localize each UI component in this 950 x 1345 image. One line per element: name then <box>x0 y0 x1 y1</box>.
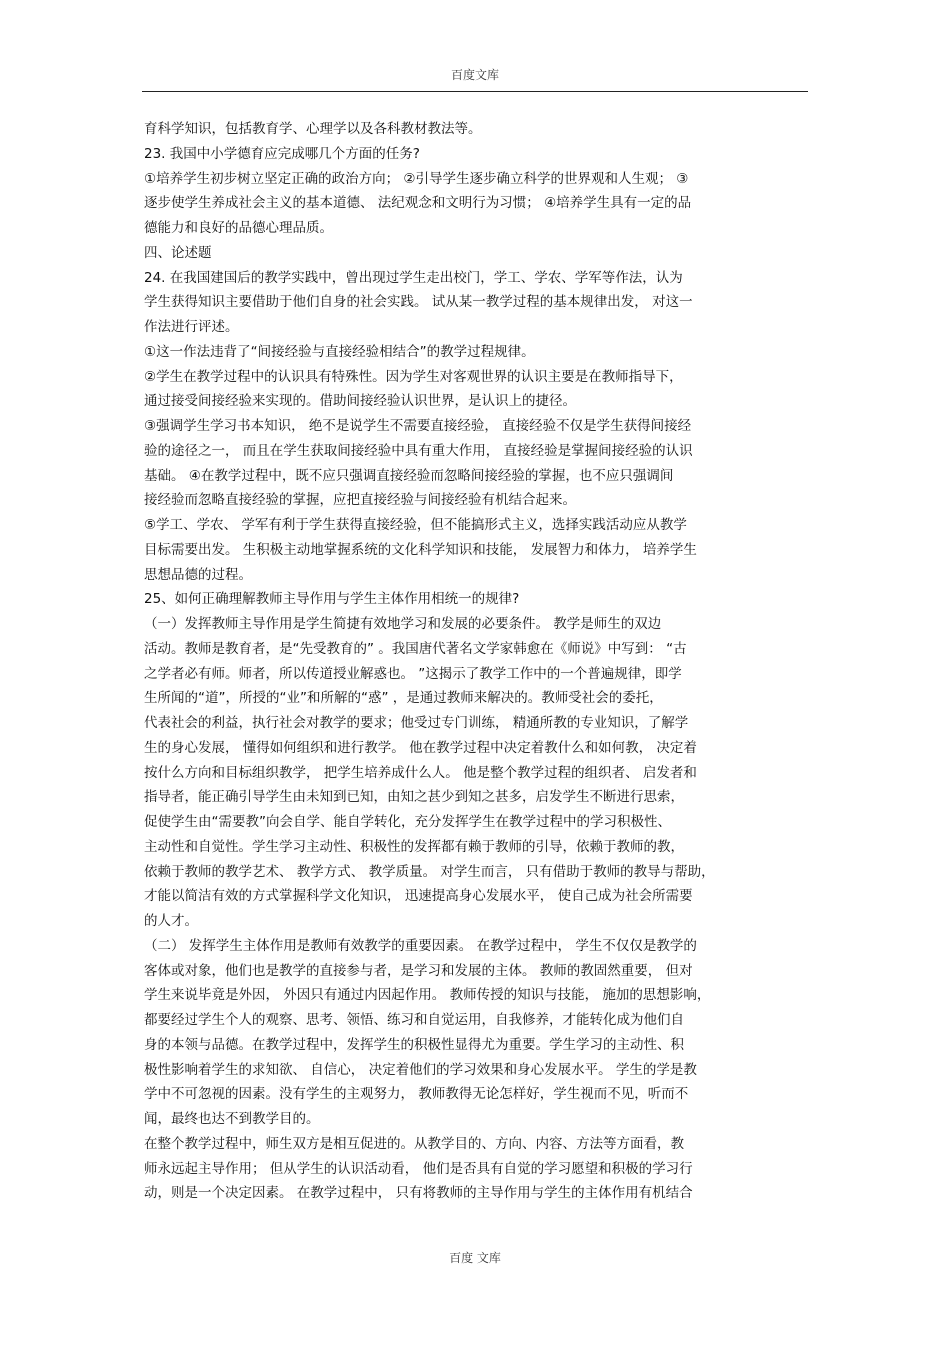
text-line: 通过接受间接经验来实现的。借助间接经验认识世界，是认识上的捷径。 <box>144 393 576 410</box>
text-line: 依赖于教师的教学艺术、 教学方式、 教学质量。 对学生而言， 只有借助于教师的教导与帮助， <box>144 863 715 880</box>
page-footer: 百度 文库 <box>449 1251 501 1265</box>
text-line: 在整个教学过程中，师生双方是相互促进的。从教学目的、方向、内容、方法等方面看，教 <box>144 1135 684 1152</box>
text-line: 师永远起主导作用； 但从学生的认识活动看， 他们是否具有自觉的学习愿望和积极的学习行 <box>144 1160 693 1177</box>
text-line: 25、如何正确理解教师主导作用与学生主体作用相统一的规律? <box>144 591 520 608</box>
text-line: 按什么方向和目标组织教学， 把学生培养成什么人。 他是整个教学过程的组织者、 启发者和 <box>144 764 697 781</box>
text-line: 促使学生由“需要教”向会自学、能自学转化，充分发挥学生在教学过程中的学习积极性、 <box>144 814 671 830</box>
text-line: 德能力和良好的品德心理品质。 <box>144 220 333 236</box>
text-line: 主动性和自觉性。学生学习主动性、积极性的发挥都有赖于教师的引导，依赖于教师的教， <box>144 838 684 855</box>
text-line: 活动。教师是教育者，是“先受教育的” 。我国唐代著名文学家韩愈在《师说》中写到： “古 <box>144 640 687 657</box>
text-line: ②学生在教学过程中的认识具有特殊性。因为学生对客观世界的认识主要是在教师指导下， <box>144 368 683 385</box>
text-line: 生的身心发展， 懂得如何组织和进行教学。 他在教学过程中决定着教什么和如何教， 决定着 <box>144 739 697 756</box>
text-line: 验的途径之一， 而且在学生获取间接经验中具有重大作用， 直接经验是掌握间接经验的认识 <box>144 442 693 459</box>
text-line: 逐步使学生养成社会主义的基本道德、 法纪观念和文明行为习惯； ④培养学生具有一定的品 <box>144 195 692 212</box>
text-line: 指导者，能正确引导学生由未知到已知，由知之甚少到知之甚多，启发学生不断进行思索， <box>144 789 684 806</box>
text-line: 闻，最终也达不到教学目的。 <box>144 1111 320 1127</box>
text-line: 学中不可忽视的因素。没有学生的主观努力， 教师教得无论怎样好，学生视而不见，听而不 <box>144 1086 689 1103</box>
text-line: （二） 发挥学生主体作用是教师有效教学的重要因素。 在教学过程中， 学生不仅仅是教学的 <box>144 937 697 954</box>
text-line: 身的本领与品德。在教学过程中，发挥学生的积极性显得尤为重要。学生学习的主动性、积 <box>144 1036 684 1053</box>
text-line: ①这一作法违背了“间接经验与直接经验相结合”的教学过程规律。 <box>144 343 535 360</box>
document-body <box>144 117 810 1206</box>
text-line: 学生获得知识主要借助于他们自身的社会实践。 试从某一教学过程的基本规律出发， 对这一 <box>144 294 693 311</box>
header-divider <box>142 91 808 92</box>
text-line: 24. 在我国建国后的教学实践中，曾出现过学生走出校门，学工、学农、学军等作法，认为 <box>144 269 683 286</box>
text-line: 之学者必有师。师者，所以传道授业解惑也。 ”这揭示了教学工作中的一个普遍规律，即学 <box>144 665 682 682</box>
text-line: 目标需要出发。 生积极主动地掌握系统的文化科学知识和技能， 发展智力和体力， 培养学生 <box>144 541 697 558</box>
text-line: （一）发挥教师主导作用是学生简捷有效地学习和发展的必要条件。 教学是师生的双边 <box>144 616 662 632</box>
text-line: 育科学知识，包括教育学、心理学以及各科教材教法等。 <box>144 121 482 137</box>
text-line: 极性影响着学生的求知欲、 自信心， 决定着他们的学习效果和身心发展水平。 学生的学是教 <box>144 1061 697 1078</box>
text-line: 学生来说毕竟是外因， 外因只有通过内因起作用。 教师传授的知识与技能， 施加的思想影响， <box>144 987 711 1004</box>
text-line: 四、论述题 <box>144 244 212 261</box>
text-line: 接经验而忽略直接经验的掌握，应把直接经验与间接经验有机结合起来。 <box>144 492 576 509</box>
text-line: ⑤学工、学农、 学军有利于学生获得直接经验，但不能搞形式主义，选择实践活动应从教学 <box>144 517 687 533</box>
text-line: 客体或对象，他们也是教学的直接参与者，是学习和发展的主体。 教师的教固然重要， 但对 <box>144 962 693 979</box>
text-line: 生所闻的“道”，所授的“业”和所解的“惑” ，是通过教师来解决的。教师受社会的委托， <box>144 690 663 707</box>
text-line: 的人才。 <box>144 913 198 929</box>
text-line: 才能以简洁有效的方式掌握科学文化知识， 迅速提高身心发展水平， 使自己成为社会所需要 <box>144 888 693 905</box>
text-line: ①培养学生初步树立坚定正确的政治方向； ②引导学生逐步确立科学的世界观和人生观； ③ <box>144 170 689 187</box>
text-line: 23. 我国中小学德育应完成哪几个方面的任务? <box>144 145 420 162</box>
text-line: 作法进行评述。 <box>144 319 239 335</box>
text-line: 都要经过学生个人的观察、思考、领悟、练习和自觉运用，自我修养，才能转化成为他们自 <box>144 1012 684 1028</box>
text-line: 思想品德的过程。 <box>144 566 252 583</box>
text-line: ③强调学生学习书本知识， 绝不是说学生不需要直接经验， 直接经验不仅是学生获得间接经 <box>144 418 692 434</box>
text-line: 基础。 ④在教学过程中，既不应只强调直接经验而忽略间接经验的掌握，也不应只强调间 <box>144 467 674 484</box>
text-line: 代表社会的利益，执行社会对教学的要求；他受过专门训练， 精通所教的专业知识，了解学 <box>144 715 689 731</box>
text-line: 动，则是一个决定因素。 在教学过程中， 只有将教师的主导作用与学生的主体作用有机结合 <box>144 1185 693 1202</box>
page-header: 百度文库 <box>450 68 499 82</box>
